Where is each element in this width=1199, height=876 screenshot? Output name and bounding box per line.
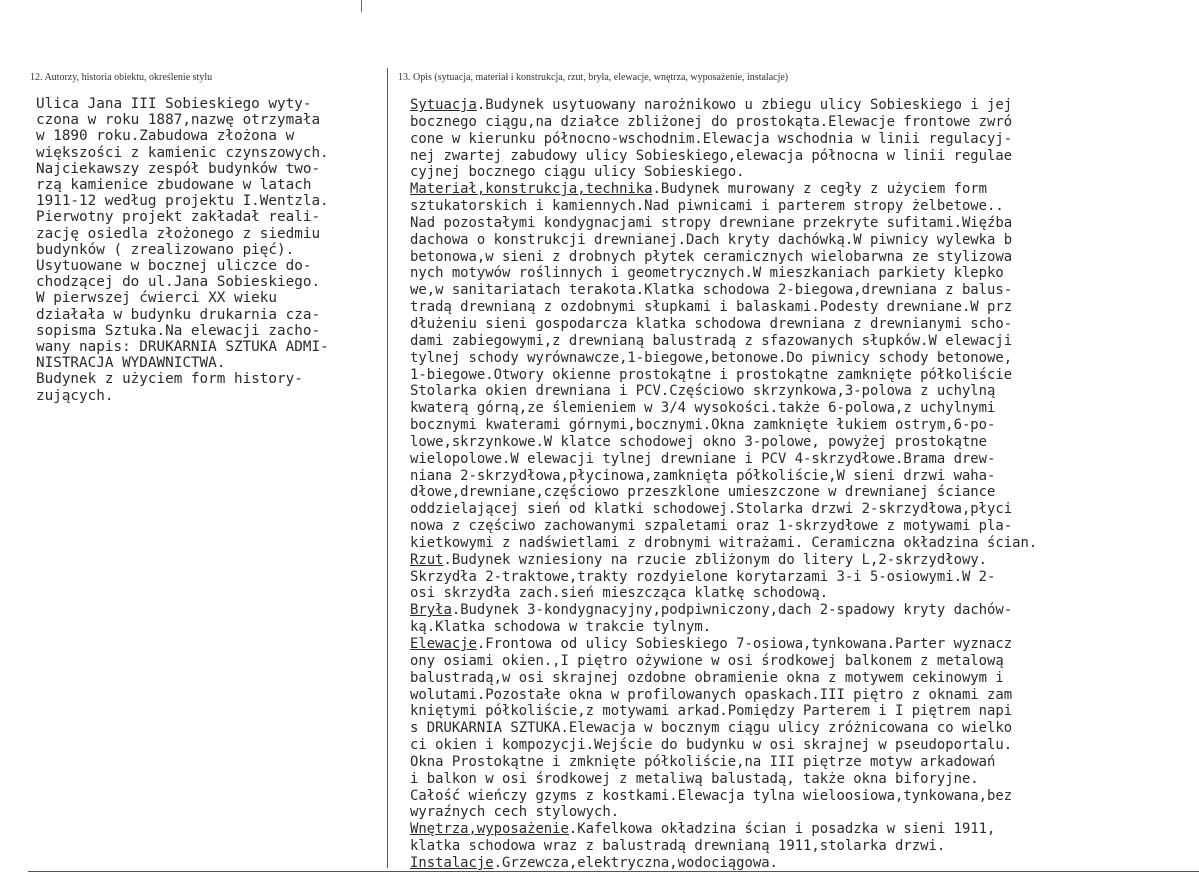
description-line-text: we,w sanitariatach terakota.Klatka schodowa 2-biegowa,drewniana z balus- bbox=[410, 282, 1013, 299]
section-13-heading: 13. Opis (sytuacja, materiał i konstrukcja, rzut, bryła, elewacje, wnętrza, wyposażenie, instalacje) bbox=[398, 72, 789, 83]
description-line bbox=[410, 636, 1190, 653]
description-line bbox=[410, 653, 1190, 670]
column-divider bbox=[387, 68, 388, 868]
description-line-text: .Budynek 3-kondygnacyjny,podpiwniczony,dach 2-spadowy kryty dachów- bbox=[451, 602, 1013, 619]
description-line-text: Nad pozostałymi kondygnacjami stropy drewniane przekryte sufitami.Więźba bbox=[410, 214, 1013, 231]
section-12-heading: 12. Autorzy, historia obiektu, określenie stylu bbox=[30, 72, 213, 83]
description-line bbox=[410, 97, 1190, 114]
description-line bbox=[410, 417, 1190, 434]
description-line bbox=[410, 164, 1190, 181]
history-line: sopisma Sztuka.Na elewacji zacho- bbox=[36, 322, 321, 339]
description-text-block bbox=[410, 97, 1190, 872]
description-line bbox=[410, 148, 1190, 165]
history-text-block bbox=[36, 96, 376, 404]
description-line bbox=[410, 232, 1190, 249]
history-line: W pierwszej ćwierci XX wieku bbox=[36, 290, 278, 307]
description-line-text: osi skrzydła zach.sień mieszcząca klatkę schodową. bbox=[410, 585, 829, 602]
description-line bbox=[410, 350, 1190, 367]
description-line bbox=[410, 484, 1190, 501]
description-line-text: .Grzewcza,elektryczna,wodociągowa. bbox=[493, 854, 778, 871]
description-line bbox=[410, 316, 1190, 333]
description-line-text: lowe,skrzynkowe.W klatce schodowej okno 3-polowe, powyżej prostokątne bbox=[410, 433, 988, 450]
description-line-text: kietkowymi z nadświetlami z drobnymi witrażami. Ceramiczna okładzina ścian. bbox=[410, 534, 1038, 551]
history-line: Najciekawszy zespół budynków two- bbox=[36, 160, 321, 177]
description-line-text: dłowe,drewniane,częściowo przeszklone umieszczone w drewnianej ściance bbox=[410, 484, 996, 501]
description-line bbox=[410, 367, 1190, 384]
description-line bbox=[410, 131, 1190, 148]
description-line-text: dami zabiegowymi,z drewnianą balustradą z sfazowanych słupków.W elewacji bbox=[410, 332, 1013, 349]
description-line-text: kniętymi półkoliście,z motywami arkad.Pomiędzy Parterem i I piętrem napi bbox=[410, 703, 1013, 720]
description-line-text: 1-biegowe.Otwory okienne prostokątne i prostokątne zamknięte półkoliście bbox=[410, 366, 1013, 383]
description-line bbox=[410, 585, 1190, 602]
description-line-text: bocznymi kwaterami górnymi,bocznymi.Okna zamknięte łukiem ostrym,6-po- bbox=[410, 417, 996, 434]
description-line-text: nych motywów roślinnych i geometrycznych.W mieszkaniach parkiety klepko bbox=[410, 265, 1004, 282]
bottom-rule bbox=[28, 871, 1199, 872]
description-line-text: nowa z częściwo zachowanymi szpaletami oraz 1-skrzydłowe z motywami pla- bbox=[410, 518, 1013, 535]
history-line: zujących. bbox=[36, 387, 114, 404]
description-line-text: s DRUKARNIA SZTUKA.Elewacja w bocznym ciągu ulicy zróżnicowana co wielko bbox=[410, 720, 1013, 737]
description-line-text: nej zwartej zabudowy ulicy Sobieskiego,elewacja północna w linii regulae bbox=[410, 147, 1013, 164]
history-line: działała w budynku drukarnia cza- bbox=[36, 306, 321, 323]
description-line bbox=[410, 703, 1190, 720]
description-line-text: tylnej schody wyrównawcze,1-biegowe,betonowe.Do piwnicy schody betonowe, bbox=[410, 349, 1013, 366]
description-line bbox=[410, 400, 1190, 417]
description-line-text: dłużeniu sieni gospodarcza klatka schodowa drewniana z drewnianymi scho- bbox=[410, 315, 1013, 332]
section-label: Rzut bbox=[410, 551, 444, 568]
description-line bbox=[410, 215, 1190, 232]
description-line bbox=[410, 788, 1190, 805]
history-line: rzą kamienice zbudowane w latach bbox=[36, 177, 312, 194]
description-line bbox=[410, 468, 1190, 485]
description-line-text: kwaterą górną,ze ślemieniem w 3/4 wysokości.także 6-polowa,z uchylnymi bbox=[410, 400, 996, 417]
history-line: Ulica Jana III Sobieskiego wyty- bbox=[36, 96, 312, 112]
description-line bbox=[410, 720, 1190, 737]
history-line: wany napis: DRUKARNIA SZTUKA ADMI- bbox=[36, 339, 329, 356]
history-line: większości z kamienic czynszowych. bbox=[36, 144, 329, 161]
description-line-text: wielopolowe.W elewacji tylnej drewniane i PCV 4-skrzydłowe.Brama drew- bbox=[410, 450, 996, 467]
description-line bbox=[410, 451, 1190, 468]
description-line-text: .Budynek wzniesiony na rzucie zbliżonym do litery L,2-skrzydłowy. bbox=[443, 551, 988, 568]
description-line bbox=[410, 249, 1190, 266]
description-line-text: Całość wieńczy gzyms z kostkami.Elewacja tylna wieloosiowa,tynkowana,bez bbox=[410, 787, 1013, 804]
description-line bbox=[410, 383, 1190, 400]
description-line bbox=[410, 333, 1190, 350]
description-line bbox=[410, 518, 1190, 535]
description-line bbox=[410, 687, 1190, 704]
history-line: budynków ( zrealizowano pięć). bbox=[36, 241, 295, 258]
history-line: Pierwotny projekt zakładał reali- bbox=[36, 209, 321, 226]
history-line: chodzącej do ul.Jana Sobieskiego. bbox=[36, 274, 321, 291]
section-label: Instalacje bbox=[410, 854, 494, 871]
description-line-text: tradą drewnianą z ozdobnymi słupkami i balaskami.Podesty drewniane.W prz bbox=[410, 299, 1013, 316]
description-line-text: Skrzydła 2-traktowe,trakty rozdyielone korytarzami 3-i 5-osiowymi.W 2- bbox=[410, 568, 996, 585]
description-line-text: ony osiami okien.,I piętro ożywione w osi środkowej balkonem z metalową bbox=[410, 652, 1004, 669]
history-line: czona w roku 1887,nazwę otrzymała bbox=[36, 112, 321, 129]
description-line-text: .Budynek murowany z cegły z użyciem form bbox=[652, 181, 988, 198]
description-line bbox=[410, 501, 1190, 518]
description-line-text: .Frontowa od ulicy Sobieskiego 7-osiowa,tynkowana.Parter wyznacz bbox=[476, 636, 1013, 652]
description-line bbox=[410, 602, 1190, 619]
description-line bbox=[410, 114, 1190, 131]
description-line bbox=[410, 552, 1190, 569]
description-line-text: sztukatorskich i kamiennych.Nad piwnicami i parterem stropy żelbetowe.. bbox=[410, 198, 1004, 215]
description-line bbox=[410, 619, 1190, 636]
description-line bbox=[410, 265, 1190, 282]
description-line bbox=[410, 535, 1190, 552]
description-line bbox=[410, 181, 1190, 198]
section-label: Elewacje bbox=[410, 636, 477, 652]
history-line: Budynek z użyciem form history- bbox=[36, 371, 303, 388]
description-line bbox=[410, 771, 1190, 788]
description-line bbox=[410, 282, 1190, 299]
description-line-text: Stolarka okien drewniana i PCV.Częściowo skrzynkowa,3-polowa z uchylną bbox=[410, 383, 996, 400]
description-line-text: bocznego ciągu,na działce zbliżonej do prostokąta.Elewacje frontowe zwró bbox=[410, 113, 1013, 130]
description-line bbox=[410, 804, 1190, 821]
history-line: zację osiedla złożonego z siedmiu bbox=[36, 225, 321, 242]
description-line bbox=[410, 299, 1190, 316]
description-line bbox=[410, 855, 1190, 872]
description-line-text: cyjnej bocznego ciągu ulicy Sobieskiego. bbox=[410, 164, 745, 181]
description-line bbox=[410, 569, 1190, 586]
description-line-text: wolutami.Pozostałe okna w profilowanych opaskach.III piętro z oknami zam bbox=[410, 686, 1013, 703]
description-line bbox=[410, 198, 1190, 215]
description-line-text: ką.Klatka schodowa w trakcie tylnym. bbox=[410, 619, 712, 636]
description-line bbox=[410, 838, 1190, 855]
description-line-text: betonowa,w sieni z drobnych płytek ceramicznych wielobarwna ze stylizowa bbox=[410, 248, 1013, 265]
description-line-text: dachowa o konstrukcji drewnianej.Dach kryty dachówką.W piwnicy wylewka b bbox=[410, 231, 1013, 248]
description-line-text: Okna Prostokątne i zmknięte półkoliście,na III piętrze motyw arkadowań bbox=[410, 753, 996, 770]
description-line-text: oddzielającej sień od klatki schodowej.Stolarka drzwi 2-skrzydłowa,płyci bbox=[410, 501, 1013, 518]
description-line bbox=[410, 821, 1190, 838]
history-line: Usytuowane w bocznej uliczce do- bbox=[36, 258, 312, 275]
description-line-text: i balkon w osi środkowej z metaliwą balustadą, także okna biforyjne. bbox=[410, 770, 979, 787]
description-line bbox=[410, 434, 1190, 451]
description-line bbox=[410, 670, 1190, 687]
description-line-text: cone w kierunku północno-wschodnim.Elewacja wschodnia w linii regulacyj- bbox=[410, 130, 1013, 147]
description-line-text: klatka schodowa wraz z balustradą drewnianą 1911,stolarka drzwi. bbox=[410, 838, 946, 855]
description-line-text: ci okien i kompozycji.Wejście do budynku w osi skrajnej w pseudoportalu. bbox=[410, 737, 1013, 754]
description-line-text: .Kafelkowa okładzina ścian i posadzka w sieni 1911, bbox=[568, 821, 996, 838]
history-line: w 1890 roku.Zabudowa złożona w bbox=[36, 128, 295, 145]
section-label: Bryła bbox=[410, 602, 452, 619]
description-line-text: niana 2-skrzydłowa,płycinowa,zamknięta półkoliście,W sieni drzwi waha- bbox=[410, 467, 996, 484]
history-line: NISTRACJA WYDAWNICTWA. bbox=[36, 355, 226, 372]
history-line: 1911-12 według projektu I.Wentzla. bbox=[36, 193, 329, 210]
description-line bbox=[410, 737, 1190, 754]
section-label: Materiał,konstrukcja,technika bbox=[410, 181, 653, 198]
top-margin-mark bbox=[361, 0, 362, 12]
description-line-text: balustradą,w osi skrajnej ozdobne obramienie okna z motywem cekinowym i bbox=[410, 669, 1004, 686]
section-label: Wnętrza,wyposażenie bbox=[410, 821, 569, 838]
section-label: Sytuacja bbox=[410, 97, 477, 113]
description-line-text: .Budynek usytuowany narożnikowo u zbiegu ulicy Sobieskiego i jej bbox=[476, 97, 1013, 113]
description-line bbox=[410, 754, 1190, 771]
description-line-text: wyraźnych cech stylowych. bbox=[410, 804, 620, 821]
